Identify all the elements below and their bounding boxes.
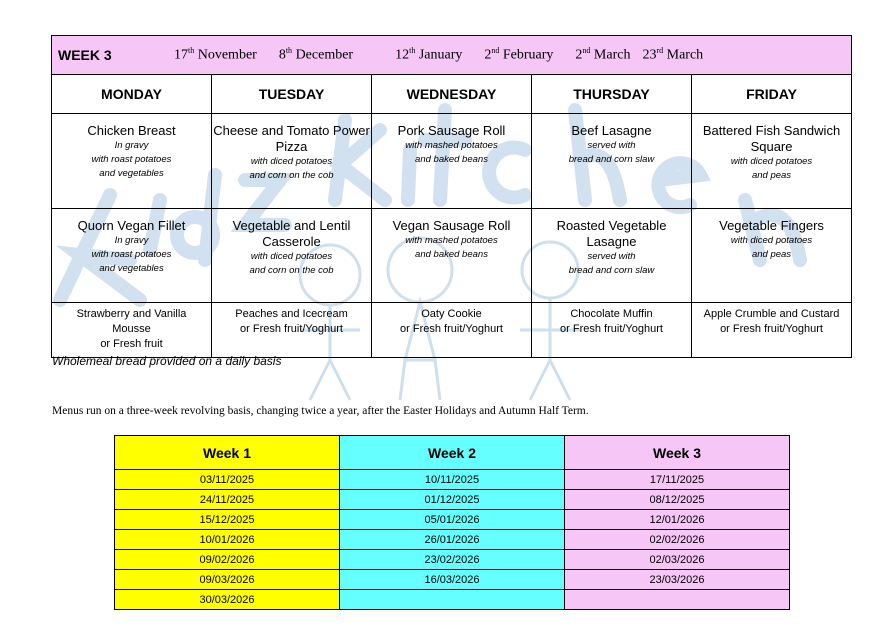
date-cell — [340, 590, 565, 610]
menu-rotation-info: Menus run on a three-week revolving basis, changing twice a year, after the Easter Holidays and Autumn Half Term. — [52, 405, 589, 417]
dessert-cell: Peaches and Icecream or Fresh fruit/Yoghurt — [212, 303, 372, 358]
side-line: In gravy — [114, 140, 149, 151]
week-dates-table — [114, 435, 790, 610]
side-line: In gravy — [114, 235, 149, 246]
side-line: bread and corn slaw — [568, 154, 655, 165]
date-cell: 02/02/2026 — [565, 530, 790, 550]
date-cell: 08/12/2025 — [565, 490, 790, 510]
term-date: 17th November — [174, 46, 257, 63]
date-cell: 30/03/2026 — [115, 590, 340, 610]
dish-name: Vegan Sausage Roll — [392, 218, 511, 233]
week-label: WEEK 3 — [58, 47, 112, 63]
week-dates-header-row — [115, 436, 790, 470]
term-date: 2nd March — [575, 46, 631, 63]
week3-header: Week 3 — [565, 436, 790, 470]
dish-name: Battered Fish Sandwich Square — [702, 123, 841, 154]
dessert-cell: Apple Crumble and Custard or Fresh fruit/Yoghurt — [692, 303, 852, 358]
table-row — [115, 530, 790, 550]
weekly-menu-table — [51, 35, 852, 358]
day-header: FRIDAY — [692, 75, 852, 114]
side-line: and peas — [751, 249, 792, 260]
date-cell: 23/02/2026 — [340, 550, 565, 570]
date-cell: 17/11/2025 — [565, 470, 790, 490]
date-cell: 23/03/2026 — [565, 570, 790, 590]
date-cell: 09/02/2026 — [115, 550, 340, 570]
date-cell: 12/01/2026 — [565, 510, 790, 530]
table-row — [115, 470, 790, 490]
dish-name: Pork Sausage Roll — [397, 123, 506, 138]
date-cell: 16/03/2026 — [340, 570, 565, 590]
meal-cell — [52, 209, 212, 303]
side-line: bread and corn slaw — [568, 265, 655, 276]
term-date: 8th December — [278, 46, 354, 63]
week-header-row — [52, 36, 852, 75]
dish-name: Quorn Vegan Fillet — [77, 218, 186, 233]
meal-cell — [692, 114, 852, 209]
dish-name: Roasted Vegetable Lasagne — [556, 218, 667, 249]
side-line: with diced potatoes — [250, 251, 333, 262]
dish-name: Beef Lasagne — [571, 123, 652, 138]
date-cell: 01/12/2025 — [340, 490, 565, 510]
dessert-cell: Oaty Cookie or Fresh fruit/Yoghurt — [372, 303, 532, 358]
day-header: WEDNESDAY — [372, 75, 532, 114]
dish-name: Vegetable Fingers — [719, 218, 824, 233]
meal-cell — [212, 209, 372, 303]
date-cell: 10/01/2026 — [115, 530, 340, 550]
week-header-cell — [52, 36, 852, 75]
side-line: with diced potatoes — [250, 156, 333, 167]
meal-cell — [212, 114, 372, 209]
table-row — [115, 510, 790, 530]
table-row — [115, 550, 790, 570]
side-line: and corn on the cob — [249, 170, 334, 181]
side-line: with diced potatoes — [730, 156, 813, 167]
meal-cell — [372, 114, 532, 209]
days-row — [52, 75, 852, 114]
main-meal-row — [52, 114, 852, 209]
day-header: THURSDAY — [532, 75, 692, 114]
date-cell: 24/11/2025 — [115, 490, 340, 510]
side-line: served with — [587, 251, 636, 262]
table-row — [115, 570, 790, 590]
table-row — [115, 590, 790, 610]
alternative-meal-row — [52, 209, 852, 303]
date-cell: 05/01/2026 — [340, 510, 565, 530]
day-header: TUESDAY — [212, 75, 372, 114]
date-cell: 03/11/2025 — [115, 470, 340, 490]
day-header: MONDAY — [52, 75, 212, 114]
side-line: with roast potatoes — [91, 154, 172, 165]
term-date: 2nd February — [484, 46, 554, 63]
date-cell: 09/03/2026 — [115, 570, 340, 590]
table-row — [115, 490, 790, 510]
side-line: with diced potatoes — [730, 235, 813, 246]
meal-cell — [532, 114, 692, 209]
side-line: and vegetables — [99, 168, 164, 179]
side-line: with mashed potatoes — [405, 140, 498, 151]
term-date: 12th January — [395, 46, 463, 63]
side-line: with mashed potatoes — [405, 235, 498, 246]
meal-cell — [692, 209, 852, 303]
term-date: 23rd March — [642, 46, 704, 63]
side-line: and corn on the cob — [249, 265, 334, 276]
week2-header: Week 2 — [340, 436, 565, 470]
dessert-cell: Strawberry and Vanilla Mousse or Fresh fruit — [52, 303, 212, 358]
dish-name: Cheese and Tomato Power Pizza — [213, 123, 370, 154]
side-line: and vegetables — [99, 263, 164, 274]
date-cell: 10/11/2025 — [340, 470, 565, 490]
side-line: served with — [587, 140, 636, 151]
date-cell — [565, 590, 790, 610]
date-cell: 26/01/2026 — [340, 530, 565, 550]
side-line: and baked beans — [415, 154, 488, 165]
dish-name: Chicken Breast — [87, 123, 176, 138]
dessert-row — [52, 303, 852, 358]
date-cell: 02/03/2026 — [565, 550, 790, 570]
side-line: and baked beans — [415, 249, 488, 260]
side-line: and peas — [751, 170, 792, 181]
meal-cell — [532, 209, 692, 303]
meal-cell — [52, 114, 212, 209]
meal-cell — [372, 209, 532, 303]
dish-name: Vegetable and Lentil Casserole — [232, 218, 351, 249]
bread-note: Wholemeal bread provided on a daily basis — [52, 354, 282, 368]
date-cell: 15/12/2025 — [115, 510, 340, 530]
dessert-cell: Chocolate Muffin or Fresh fruit/Yoghurt — [532, 303, 692, 358]
week1-header: Week 1 — [115, 436, 340, 470]
side-line: with roast potatoes — [91, 249, 172, 260]
